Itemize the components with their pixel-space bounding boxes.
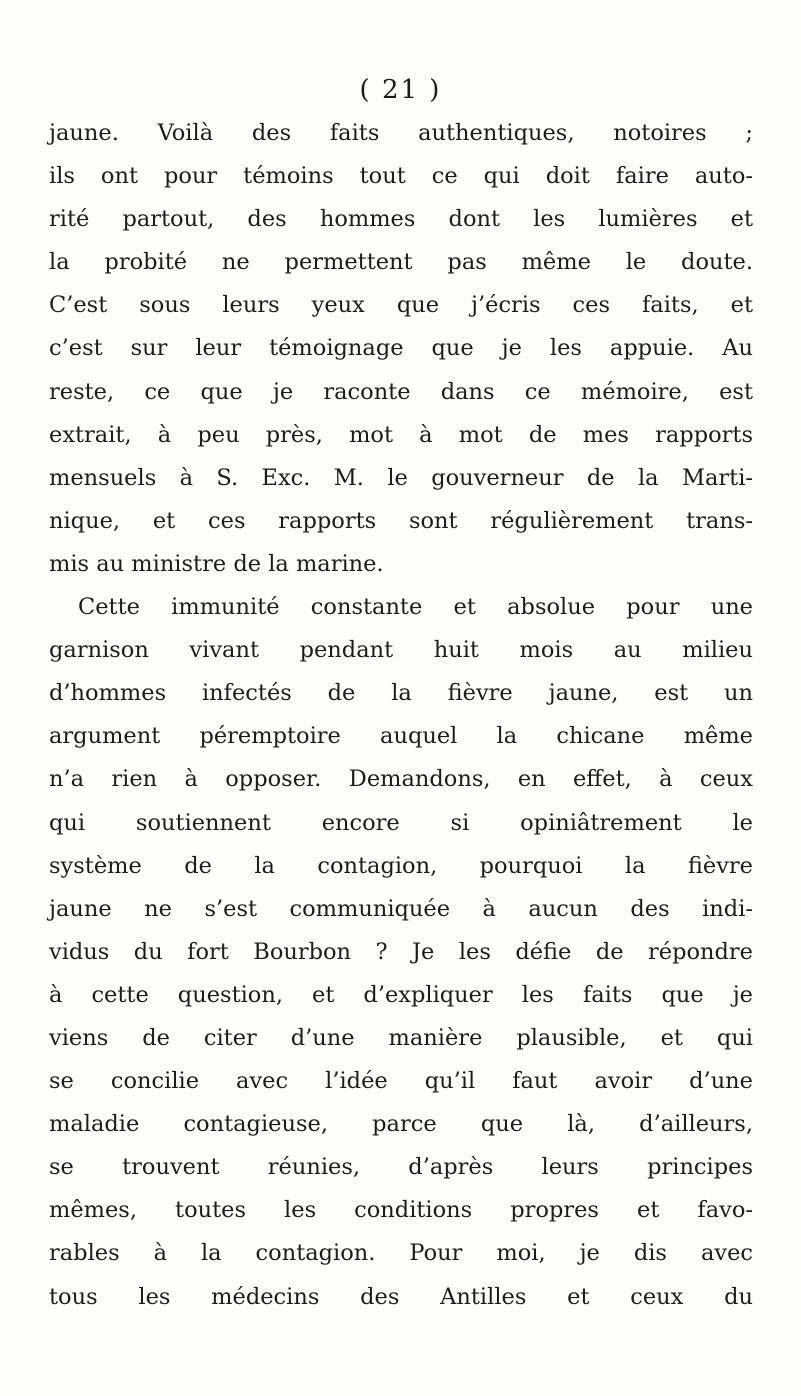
text-line-1: jaune. Voilà des faits authentiques, notoires ; xyxy=(49,120,753,146)
text-line-23: se concilie avec l’idée qu’il faut avoir d’une xyxy=(49,1068,753,1095)
text-line-16: n’a rien à opposer. Demandons, en effet, à ceux xyxy=(49,766,753,793)
text-line-6: c’est sur leur témoignage que je les appuie. Au xyxy=(49,335,753,362)
text-line-18: système de la contagion, pourquoi la fièvre xyxy=(49,852,753,879)
text-line-21: à cette question, et d’expliquer les faits que je xyxy=(49,981,753,1008)
text-line-24: maladie contagieuse, parce que là, d’ailleurs, xyxy=(49,1111,753,1138)
text-line-17: qui soutiennent encore si opiniâtrement le xyxy=(49,809,753,836)
text-line-19: jaune ne s’est communiquée à aucun des indi- xyxy=(49,895,753,922)
text-line-7: reste, ce que je raconte dans ce mémoire, est xyxy=(49,378,753,405)
text-line-22: viens de citer d’une manière plausible, et qui xyxy=(49,1024,753,1051)
text-line-4: la probité ne permettent pas même le doute. xyxy=(49,249,753,276)
text-line-8: extrait, à peu près, mot à mot de mes rapports xyxy=(49,421,753,448)
text-line-27: rables à la contagion. Pour moi, je dis avec xyxy=(49,1240,753,1267)
text-line-25: se trouvent réunies, d’après leurs principes xyxy=(49,1154,753,1181)
text-line-10: nique, et ces rapports sont régulièrement trans- xyxy=(49,507,753,534)
text-line-14: d’hommes infectés de la fièvre jaune, est un xyxy=(49,680,753,707)
text-line-2: ils ont pour témoins tout ce qui doit faire auto- xyxy=(49,163,753,190)
text-line-26: mêmes, toutes les conditions propres et favo- xyxy=(49,1197,753,1224)
body-text xyxy=(49,112,753,1319)
text-line-11: mis au ministre de la marine. xyxy=(49,550,384,577)
text-line-15: argument péremptoire auquel la chicane même xyxy=(49,723,753,750)
text-line-20: vidus du fort Bourbon ? Je les défie de répondre xyxy=(49,938,753,965)
text-line-13: garnison vivant pendant huit mois au milieu xyxy=(49,637,753,664)
page-number: ( 21 ) xyxy=(359,75,442,105)
text-line-3: rité partout, des hommes dont les lumières et xyxy=(49,206,753,233)
text-line-9: mensuels à S. Exc. M. le gouverneur de la Marti- xyxy=(49,464,753,491)
text-line-5: C’est sous leurs yeux que j’écris ces faits, et xyxy=(49,292,753,319)
text-line-28: tous les médecins des Antilles et ceux du xyxy=(49,1283,753,1310)
text-line-12: Cette immunité constante et absolue pour une xyxy=(78,594,753,621)
